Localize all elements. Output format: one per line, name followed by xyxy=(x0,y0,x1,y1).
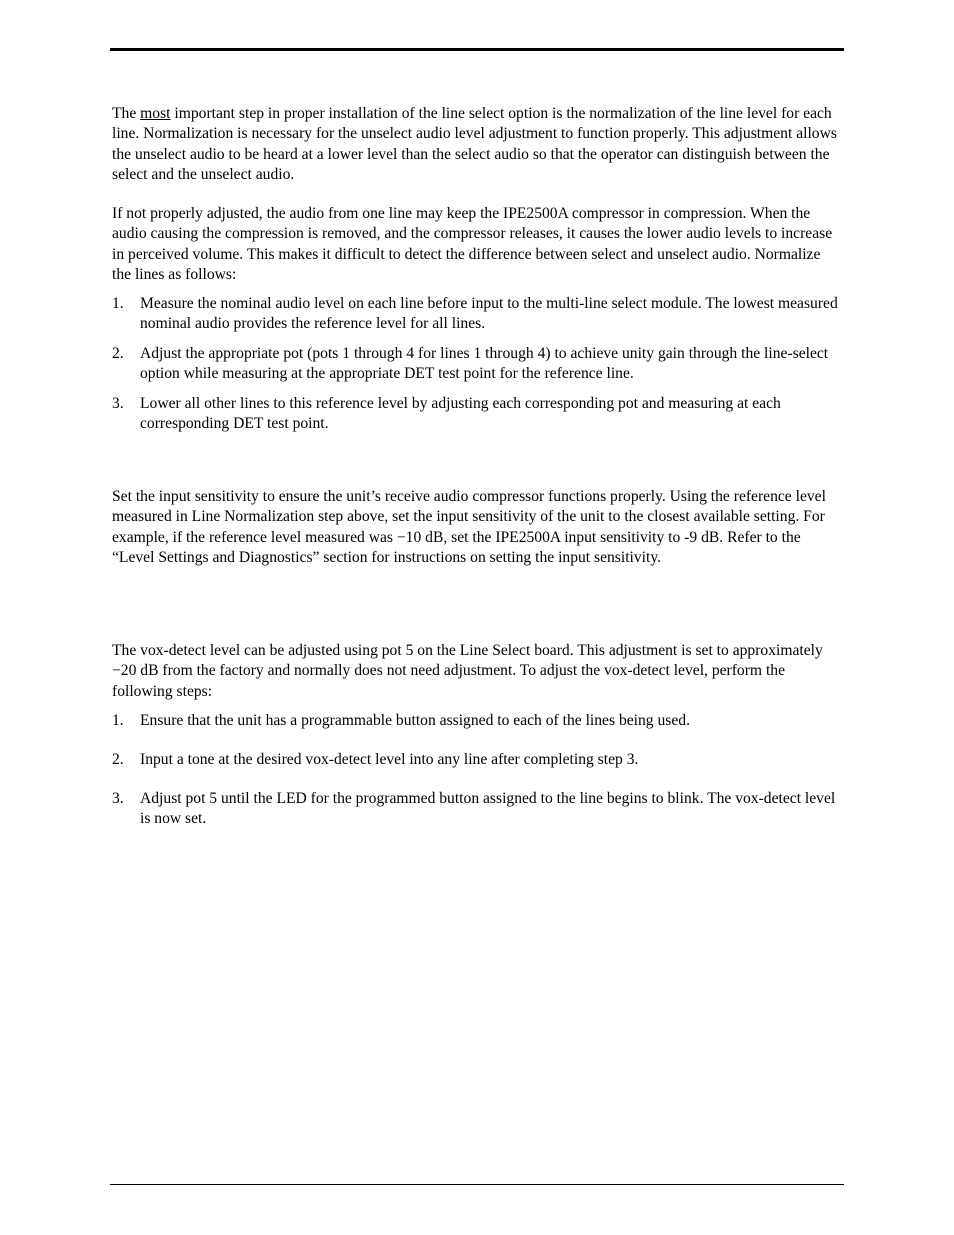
list-item-number: 2. xyxy=(112,345,124,362)
paragraph-normalization-intro xyxy=(112,104,842,185)
list-item-text: Adjust pot 5 until the LED for the programmed button assigned to the line begins to blink. The vox-detect level is now set. xyxy=(140,790,836,828)
footer-rule xyxy=(110,1184,844,1185)
list-item xyxy=(112,394,842,435)
intro-text-underlined: most xyxy=(140,105,171,122)
header-rule xyxy=(110,48,844,51)
list-item-number: 1. xyxy=(112,712,124,729)
intro-text-pre: The xyxy=(112,105,141,122)
list-item-number: 3. xyxy=(112,790,124,807)
list-item-text: Adjust the appropriate pot (pots 1 through 4 for lines 1 through 4) to achieve unity gain through the line-select option while measuring at the appropriate DET test point for the reference line. xyxy=(140,345,829,383)
paragraph-compression: If not properly adjusted, the audio from one line may keep the IPE2500A compressor in compression. When the audio causing the compression is removed, and the compressor releases, it causes the lower audio levels to increase in perceived volume. This makes it difficult to detect the difference between select and unselect audio. Normalize the lines as follows: xyxy=(112,205,833,283)
list-item xyxy=(112,711,842,731)
list-item-number: 2. xyxy=(112,751,124,768)
paragraph-vox-detect: The vox-detect level can be adjusted using pot 5 on the Line Select board. This adjustment is set to approximately −20 dB from the factory and normally does not need adjustment. To adjust the vox-detect level, perform the following steps: xyxy=(112,642,823,700)
list-item-text: Ensure that the unit has a programmable button assigned to each of the lines being used. xyxy=(140,712,690,729)
list-item-text: Input a tone at the desired vox-detect level into any line after completing step 3. xyxy=(140,751,639,768)
list-item xyxy=(112,344,842,385)
list-item-number: 1. xyxy=(112,295,124,312)
intro-text-post: important step in proper installation of the line select option is the normalization of the line level for each line. Normalization is necessary for the unselect audio level adjustment to function properly. This adjustment allows the unselect audio to be heard at a lower level than the select audio so that the operator can distinguish between the select and the unselect audio. xyxy=(112,105,837,183)
list-item xyxy=(112,750,842,770)
list-item-text: Measure the nominal audio level on each line before input to the multi-line select module. The lowest measured nominal audio provides the reference level for all lines. xyxy=(140,295,838,333)
list-item xyxy=(112,294,842,335)
list-item-number: 3. xyxy=(112,395,124,412)
paragraph-input-sensitivity: Set the input sensitivity to ensure the unit’s receive audio compressor functions properly. Using the reference level measured in Line Normalization step above, set the input sensitivity of the unit to the closest available setting. For example, if the reference level measured was −10 dB, set the IPE2500A input sensitivity to -9 dB. Refer to the “Level Settings and Diagnostics” section for instructions on setting the input sensitivity. xyxy=(112,488,826,566)
list-item-text: Lower all other lines to this reference level by adjusting each corresponding pot and measuring at each corresponding DET test point. xyxy=(140,395,781,433)
list-item xyxy=(112,789,842,830)
